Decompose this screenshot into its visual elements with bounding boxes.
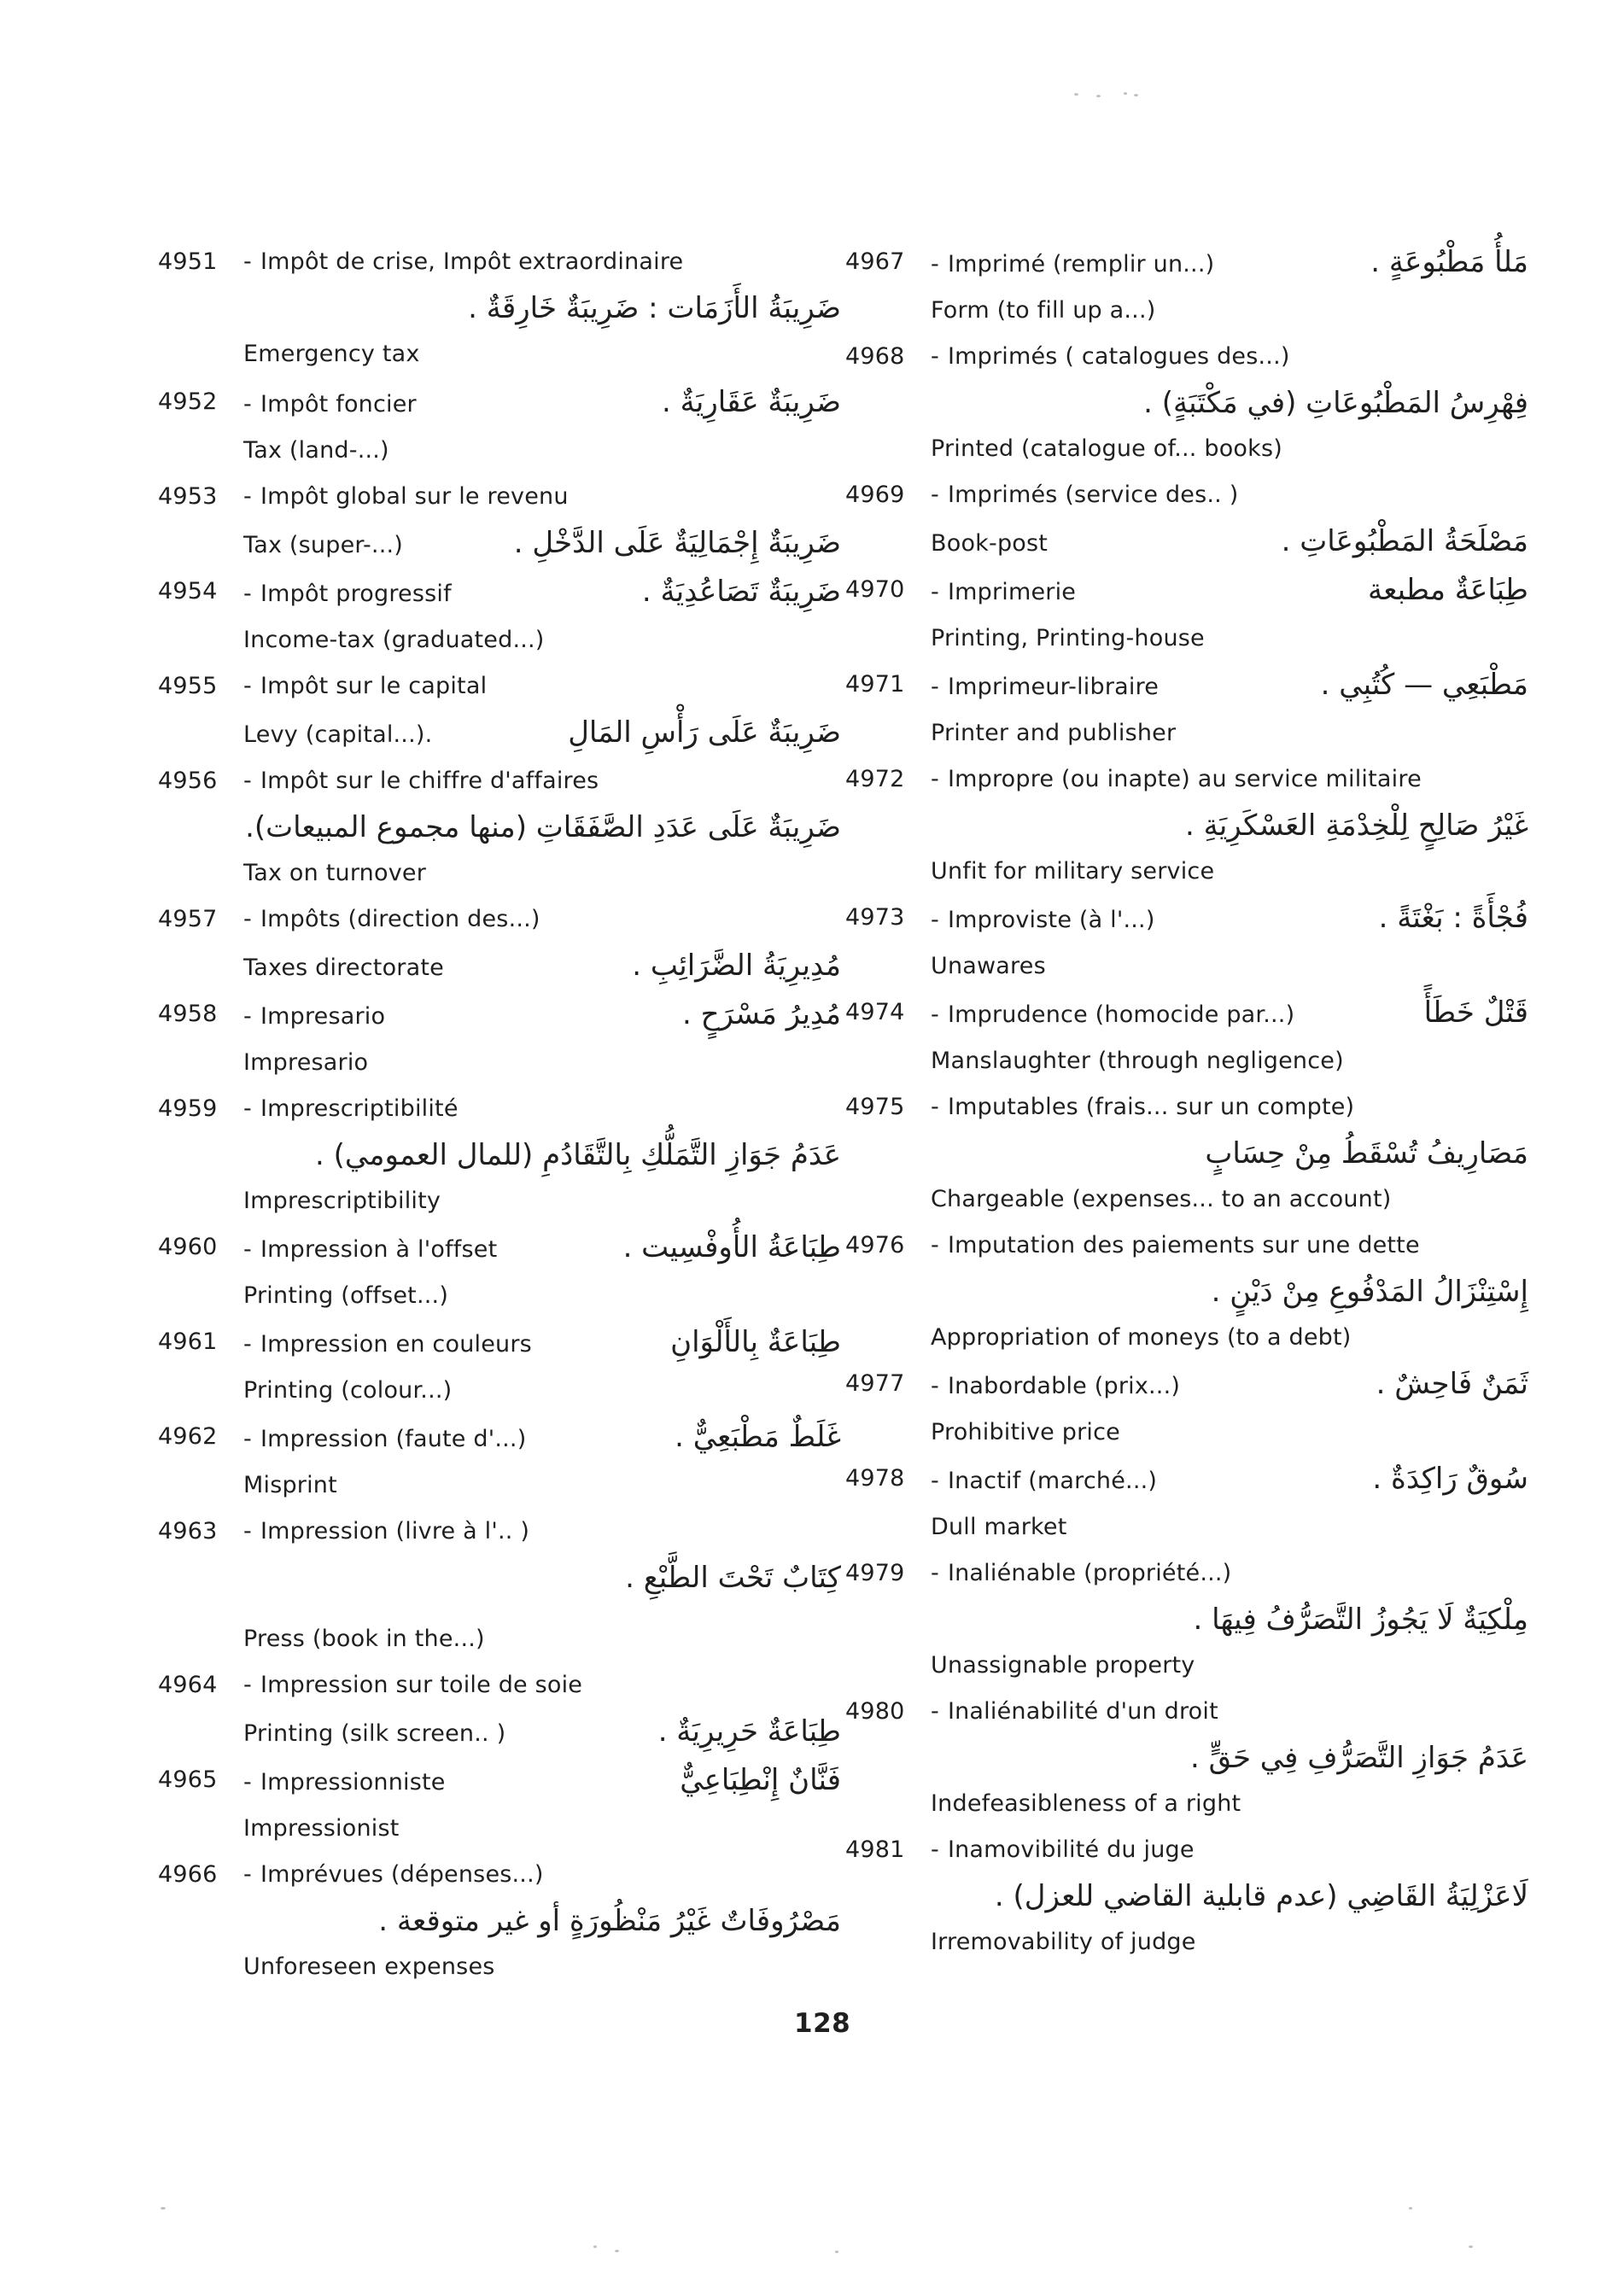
french-term: Impôt global sur le revenu [260, 483, 569, 510]
arabic-term: طِبَاعَةُ الأُوفْسِيت . [622, 1230, 841, 1264]
entry-body: - Imprimés (service des.. ) Book-post مَصْلَحَةُ المَطْبُوعَاتِ . [931, 472, 1528, 567]
entry-number: 4971 [845, 671, 905, 698]
french-term: Inaliénable (propriété...) [947, 1560, 1232, 1586]
entry-body: - Inactif (marché...) سُوقٌ رَاكِدَةٌ . Dull market [931, 1456, 1528, 1550]
entry-body: - Impôts (direction des...) Taxes directorate مُدِيرِيَةُ الضَّرَائِبِ . [243, 896, 841, 991]
english-term: Tax (super-...) [243, 532, 403, 558]
entry-number: 4956 [158, 768, 218, 794]
entry-4965 [158, 1757, 841, 1852]
entry-body: - Impression sur toile de soie Printing (silk screen.. ) طِبَاعَةٌ حَرِيرِيَةٌ . [243, 1662, 841, 1757]
entry-4958 [158, 991, 841, 1086]
english-term: Indefeasibleness of a right [931, 1790, 1241, 1817]
scan-speck [1074, 93, 1078, 96]
entry-number: 4955 [158, 673, 218, 699]
entry-body: - Imprévues (dépenses...) مَصْرُوفَاتٌ غَيْرُ مَنْظُورَةٍ أو غير متوقعة . Unforeseen expenses [243, 1852, 841, 1990]
french-term: Impropre (ou inapte) au service militaire [947, 766, 1422, 792]
english-term: Printed (catalogue of... books) [931, 435, 1282, 462]
entry-4960 [158, 1224, 841, 1319]
arabic-term: قَتْلٌ خَطَأً [1423, 996, 1528, 1030]
scan-speck [835, 2251, 838, 2253]
english-term: Appropriation of moneys (to a debt) [931, 1324, 1352, 1351]
entry-4976 [845, 1223, 1528, 1361]
scan-speck [161, 2207, 166, 2210]
arabic-term: مَصَارِيفُ تُسْقَطُ مِنْ حِسَابٍ [1205, 1136, 1528, 1171]
arabic-term: مَطْبَعِي — كُتُبِي . [1320, 668, 1528, 702]
entry-number: 4967 [845, 248, 905, 275]
arabic-term: ضَرِيبَةُ الأَزَمَات : ضَرِيبَةٌ خَارِقَةٌ . [468, 291, 841, 325]
entry-number: 4965 [158, 1766, 218, 1793]
entry-4975 [845, 1084, 1528, 1223]
french-term: Impression (faute d'...) [260, 1426, 527, 1452]
entry-body: - Imprescriptibilité عَدَمُ جَوَازِ التَّمَلُّكِ بِالتَّقَادُمِ (للمال العمومي) . Imprescriptibility [243, 1086, 841, 1224]
entry-body: - Imputables (frais... sur un compte) مَصَارِيفُ تُسْقَطُ مِنْ حِسَابٍ Chargeable (expenses... to an account) [931, 1084, 1528, 1223]
entry-body: - Imprimés ( catalogues des...) فِهْرِسُ المَطْبُوعَاتِ (في مَكْتَبَةٍ) . Printed (catalogue of... books) [931, 334, 1528, 472]
french-term: Impression en couleurs [260, 1331, 532, 1358]
entry-number: 4970 [845, 576, 905, 603]
entry-4967 [845, 239, 1528, 334]
entry-number: 4960 [158, 1234, 218, 1260]
english-term: Printing (colour...) [243, 1377, 453, 1404]
english-term: Manslaughter (through negligence) [931, 1048, 1344, 1074]
entry-4979 [845, 1550, 1528, 1689]
french-term: Impôt progressif [260, 581, 452, 607]
entry-body: - Imprimerie طِبَاعَةٌ مطبعة Printing, Printing-house [931, 567, 1528, 662]
entry-body: - Impression (livre à l'.. ) كِتَابٌ تَحْتَ الطَّبْعِ . Press (book in the...) [243, 1509, 841, 1662]
entry-body: - Impôt global sur le revenu Tax (super-...) ضَرِيبَةٌ إِجْمَالِيَةٌ عَلَى الدَّخْلِ . [243, 474, 841, 569]
english-term: Chargeable (expenses... to an account) [931, 1186, 1392, 1212]
english-term: Printing, Printing-house [931, 625, 1205, 651]
arabic-term: مَلأُ مَطْبُوعَةٍ . [1370, 245, 1528, 279]
english-term: Irremovability of judge [931, 1929, 1196, 1955]
entry-body: - Imprudence (homocide par...) قَتْلٌ خَطَأً Manslaughter (through negligence) [931, 990, 1528, 1084]
arabic-term: سُوقٌ رَاكِدَةٌ . [1372, 1462, 1528, 1496]
french-term: Imprudence (homocide par...) [947, 1001, 1295, 1028]
arabic-term: ضَرِيبَةٌ عَقَارِيَةٌ . [662, 385, 841, 419]
entry-number: 4975 [845, 1094, 905, 1120]
entry-4969 [845, 472, 1528, 567]
entry-4963 [158, 1509, 841, 1662]
entry-4974 [845, 990, 1528, 1084]
french-term: Imprimé (remplir un...) [947, 251, 1215, 277]
entry-number: 4979 [845, 1560, 905, 1586]
english-term: Printing (offset...) [243, 1282, 449, 1309]
arabic-term: كِتَابٌ تَحْتَ الطَّبْعِ . [625, 1561, 841, 1595]
english-term: Misprint [243, 1472, 337, 1498]
entry-4970 [845, 567, 1528, 662]
english-term: Unawares [931, 953, 1046, 979]
arabic-term: فَنَّانٌ إِنْطِبَاعِيٌّ [680, 1763, 841, 1797]
french-term: Imputation des paiements sur une dette [947, 1232, 1420, 1258]
english-term: Taxes directorate [243, 955, 444, 981]
arabic-term: طِبَاعَةٌ بِالأَلْوَانِ [670, 1325, 841, 1359]
entry-number: 4957 [158, 906, 218, 932]
entry-4953 [158, 474, 841, 569]
french-term: Inabordable (prix...) [947, 1373, 1181, 1399]
english-term: Book-post [931, 530, 1049, 557]
arabic-term: طِبَاعَةٌ حَرِيرِيَةٌ . [657, 1714, 841, 1749]
arabic-term: مَصْلَحَةُ المَطْبُوعَاتِ . [1281, 524, 1528, 558]
english-term: Levy (capital...). [243, 721, 433, 748]
entry-body: - Inabordable (prix...) ثَمَنٌ فَاحِشٌ . Prohibitive price [931, 1361, 1528, 1456]
entry-number: 4980 [845, 1698, 905, 1725]
entry-body: - Inaliénabilité d'un droit عَدَمُ جَوَازِ التَّصَرُّفِ فِي حَقٍّ . Indefeasibleness of a right [931, 1689, 1528, 1827]
scan-speck [1096, 95, 1101, 97]
french-term: Imprimeur-libraire [947, 674, 1160, 700]
entry-4961 [158, 1319, 841, 1414]
english-term: Prohibitive price [931, 1419, 1120, 1445]
entry-number: 4951 [158, 248, 218, 275]
entry-4973 [845, 895, 1528, 990]
arabic-term: ضَرِيبَةٌ إِجْمَالِيَةٌ عَلَى الدَّخْلِ . [513, 526, 841, 560]
french-term: Improviste (à l'...) [947, 907, 1155, 933]
entry-number: 4966 [158, 1861, 218, 1888]
french-term: Impôts (direction des...) [260, 906, 540, 932]
entry-number: 4968 [845, 343, 905, 370]
entry-4955 [158, 663, 841, 758]
entry-number: 4978 [845, 1465, 905, 1492]
entry-number: 4961 [158, 1328, 218, 1355]
arabic-term: ضَرِيبَةٌ تَصَاعُدِيَةٌ . [641, 575, 841, 609]
english-term: Press (book in the...) [243, 1626, 485, 1652]
french-term: Imputables (frais... sur un compte) [947, 1094, 1355, 1120]
french-term: Impressionniste [260, 1769, 446, 1795]
scan-speck [1124, 92, 1127, 95]
entry-body: - Impression en couleurs طِبَاعَةٌ بِالأَلْوَانِ Printing (colour...) [243, 1319, 841, 1414]
french-term: Imprimerie [947, 579, 1077, 605]
arabic-term: مَصْرُوفَاتٌ غَيْرُ مَنْظُورَةٍ أو غير متوقعة . [378, 1904, 841, 1938]
right-column [845, 239, 1528, 1965]
entry-number: 4972 [845, 766, 905, 792]
french-term: Inaliénabilité d'un droit [947, 1698, 1218, 1725]
english-term: Printing (silk screen.. ) [243, 1720, 506, 1747]
entry-number: 4976 [845, 1232, 905, 1258]
arabic-term: فُجْأَةً : بَغْتَةً . [1378, 901, 1528, 935]
entry-body: - Impression à l'offset طِبَاعَةُ الأُوفْسِيت . Printing (offset...) [243, 1224, 841, 1319]
entry-4952 [158, 379, 841, 474]
entry-body: - Improviste (à l'...) فُجْأَةً : بَغْتَةً . Unawares [931, 895, 1528, 990]
entry-4957 [158, 896, 841, 991]
french-term: Impôt foncier [260, 391, 417, 417]
scan-speck [1409, 2207, 1412, 2210]
entry-body: - Impôt de crise, Impôt extraordinaire ضَرِيبَةُ الأَزَمَات : ضَرِيبَةٌ خَارِقَةٌ . Emergency tax [243, 239, 841, 377]
arabic-term: غَلَطٌ مَطْبَعِيٌّ . [675, 1420, 841, 1454]
entry-number: 4969 [845, 482, 905, 508]
entry-4968 [845, 334, 1528, 472]
entry-number: 4964 [158, 1672, 218, 1698]
arabic-term: إِسْتِنْزَالُ المَدْفُوعِ مِنْ دَيْنٍ . [1211, 1275, 1528, 1309]
french-term: Impôt de crise, Impôt extraordinaire [260, 248, 684, 275]
french-term: Impôt sur le chiffre d'affaires [260, 768, 599, 794]
entry-body: - Inaliénable (propriété...) مِلْكِيَةٌ لَا يَجُوزُ التَّصَرُّفُ فِيهَا . Unassignable property [931, 1550, 1528, 1689]
french-term: Inamovibilité du juge [947, 1836, 1195, 1863]
entry-4959 [158, 1086, 841, 1224]
entry-number: 4958 [158, 1001, 218, 1027]
entry-4964 [158, 1662, 841, 1757]
scan-speck [615, 2250, 619, 2252]
entry-number: 4954 [158, 578, 218, 604]
entry-4980 [845, 1689, 1528, 1827]
entry-body: - Impôt progressif ضَرِيبَةٌ تَصَاعُدِيَةٌ . Income-tax (graduated...) [243, 569, 841, 663]
entry-number: 4959 [158, 1095, 218, 1122]
entry-number: 4962 [158, 1423, 218, 1450]
english-term: Impressionist [243, 1815, 400, 1842]
entry-4981 [845, 1827, 1528, 1965]
french-term: Imprimés (service des.. ) [947, 482, 1239, 508]
arabic-term: عَدَمُ جَوَازِ التَّصَرُّفِ فِي حَقٍّ . [1190, 1741, 1528, 1775]
entry-body: - Imprimeur-libraire مَطْبَعِي — كُتُبِي . Printer and publisher [931, 662, 1528, 756]
english-term: Unforeseen expenses [243, 1953, 495, 1980]
entry-4977 [845, 1361, 1528, 1456]
entry-body: - Impôt foncier ضَرِيبَةٌ عَقَارِيَةٌ . Tax (land-...) [243, 379, 841, 474]
entry-4972 [845, 756, 1528, 895]
scan-speck [593, 2245, 597, 2248]
arabic-term: غَيْرُ صَالِحٍ لِلْخِدْمَةِ العَسْكَرِيَةِ . [1185, 809, 1528, 843]
french-term: Imprimés ( catalogues des...) [947, 343, 1290, 370]
arabic-term: فِهْرِسُ المَطْبُوعَاتِ (في مَكْتَبَةٍ) . [1143, 386, 1528, 420]
arabic-term: طِبَاعَةٌ مطبعة [1368, 573, 1528, 607]
entry-number: 4977 [845, 1370, 905, 1397]
arabic-term: مِلْكِيَةٌ لَا يَجُوزُ التَّصَرُّفُ فِيهَا . [1193, 1603, 1528, 1637]
entry-number: 4981 [845, 1836, 905, 1863]
english-term: Unfit for military service [931, 858, 1215, 885]
english-term: Emergency tax [243, 341, 420, 367]
left-column [158, 239, 841, 1990]
entry-4956 [158, 758, 841, 896]
entry-number: 4953 [158, 483, 218, 510]
arabic-term: ضَرِيبَةٌ عَلَى رَأْسِ المَالِ [568, 715, 841, 750]
french-term: Imprescriptibilité [260, 1095, 459, 1122]
french-term: Imprévues (dépenses...) [260, 1861, 544, 1888]
page-number: 128 [794, 2008, 851, 2039]
entry-4978 [845, 1456, 1528, 1550]
entry-body: - Imputation des paiements sur une dette إِسْتِنْزَالُ المَدْفُوعِ مِنْ دَيْنٍ . Appropriation of moneys (to a debt) [931, 1223, 1528, 1361]
scan-speck [1469, 2245, 1473, 2248]
french-term: Impôt sur le capital [260, 673, 488, 699]
entry-body: - Impresario مُدِيرُ مَسْرَحٍ . Impresario [243, 991, 841, 1086]
french-term: Impression à l'offset [260, 1236, 498, 1263]
french-term: Inactif (marché...) [947, 1468, 1158, 1494]
english-term: Dull market [931, 1514, 1067, 1540]
entry-body: - Impôt sur le capital Levy (capital...). ضَرِيبَةٌ عَلَى رَأْسِ المَالِ [243, 663, 841, 758]
entry-body: - Impression (faute d'...) غَلَطٌ مَطْبَعِيٌّ . Misprint [243, 1414, 841, 1509]
entry-number: 4963 [158, 1518, 218, 1544]
entry-4971 [845, 662, 1528, 756]
french-term: Impression (livre à l'.. ) [260, 1518, 530, 1544]
arabic-term: عَدَمُ جَوَازِ التَّمَلُّكِ بِالتَّقَادُمِ (للمال العمومي) . [315, 1138, 841, 1172]
entry-number: 4973 [845, 904, 905, 931]
english-term: Form (to fill up a...) [931, 297, 1156, 324]
scan-speck [1134, 94, 1138, 96]
english-term: Printer and publisher [931, 720, 1177, 746]
entry-body: - Impôt sur le chiffre d'affaires ضَرِيبَةٌ عَلَى عَدَدِ الصَّفَقَاتِ (منها مجموع المبيعات). Tax on turnover [243, 758, 841, 896]
entry-4951 [158, 239, 841, 377]
english-term: Unassignable property [931, 1652, 1195, 1679]
arabic-term: لَاعَزْلِيَةُ القَاضِي (عدم قابلية القاضي للعزل) . [994, 1879, 1528, 1913]
entry-number: 4952 [158, 388, 218, 415]
entry-4962 [158, 1414, 841, 1509]
french-term: Impresario [260, 1003, 386, 1030]
entry-4966 [158, 1852, 841, 1990]
arabic-term: مُدِيرِيَةُ الضَّرَائِبِ . [632, 949, 841, 983]
english-term: Tax on turnover [243, 860, 426, 886]
french-term: Impression sur toile de soie [260, 1672, 583, 1698]
english-term: Income-tax (graduated...) [243, 627, 545, 653]
arabic-term: ثَمَنٌ فَاحِشٌ . [1376, 1367, 1528, 1401]
entry-number: 4974 [845, 999, 905, 1025]
entry-body: - Impressionniste فَنَّانٌ إِنْطِبَاعِيٌّ Impressionist [243, 1757, 841, 1852]
english-term: Tax (land-...) [243, 437, 389, 464]
entry-4954 [158, 569, 841, 663]
english-term: Impresario [243, 1049, 369, 1076]
entry-body: - Imprimé (remplir un...) مَلأُ مَطْبُوعَةٍ . Form (to fill up a...) [931, 239, 1528, 334]
entry-body: - Impropre (ou inapte) au service militaire غَيْرُ صَالِحٍ لِلْخِدْمَةِ العَسْكَرِيَةِ . Unfit for military service [931, 756, 1528, 895]
entry-body: - Inamovibilité du juge لَاعَزْلِيَةُ القَاضِي (عدم قابلية القاضي للعزل) . Irremovability of judge [931, 1827, 1528, 1965]
arabic-term: ضَرِيبَةٌ عَلَى عَدَدِ الصَّفَقَاتِ (منها مجموع المبيعات). [245, 810, 841, 844]
english-term: Imprescriptibility [243, 1188, 441, 1214]
arabic-term: مُدِيرُ مَسْرَحٍ . [682, 997, 841, 1031]
